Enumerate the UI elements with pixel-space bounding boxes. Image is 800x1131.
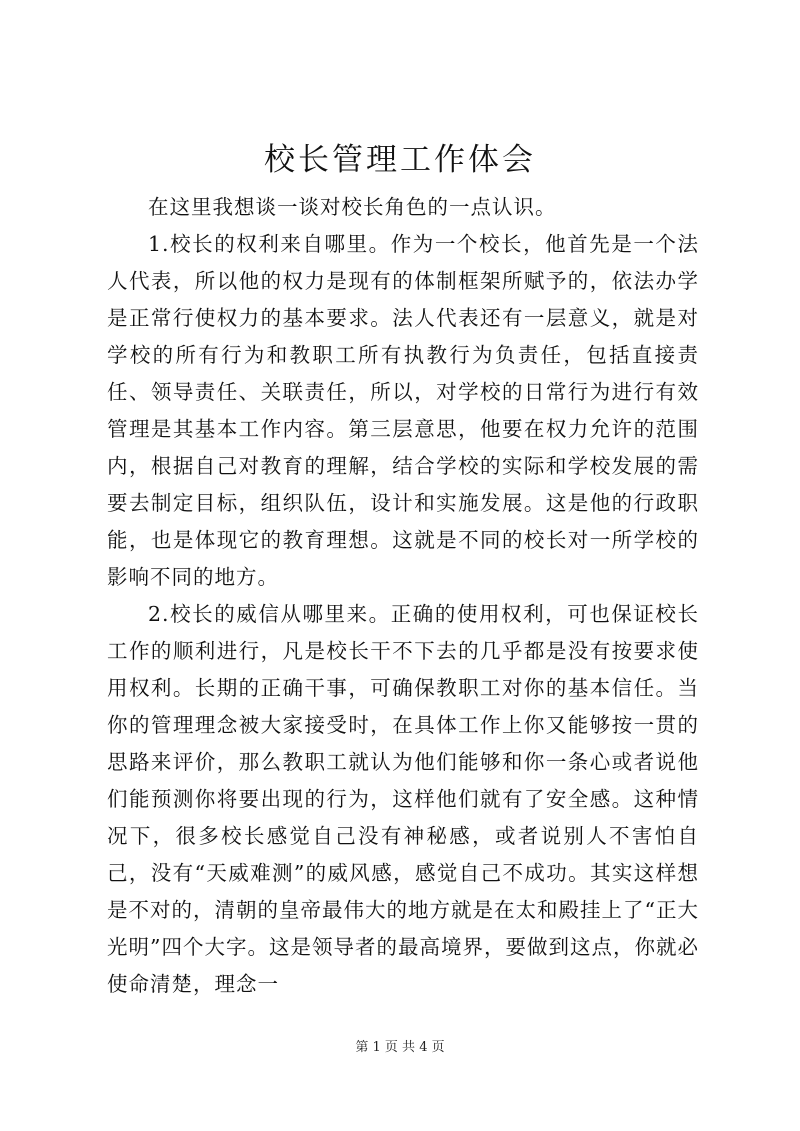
page-number-footer: 第 1 页 共 4 页: [355, 1040, 445, 1055]
paragraph-1: 1.校长的权利来自哪里。作为一个校长，他首先是一个法人代表，所以他的权力是现有的体制框架所赋予的，依法办学是正常行使权力的基本要求。法人代表还有一层意义，就是对学校的所有行为和教职工所有执教行为负责任，包括直接责任、领导责任、关联责任，所以，对学校的日常行为进行有效管理是其基本工作内容。第三层意思，他要在权力允许的范围内，根据自己对教育的理解，结合学校的实际和学校发展的需要去制定目标，组织队伍，设计和实施发展。这是他的行政职能，也是体现它的教育理想。这就是不同的校长对一所学校的影响不同的地方。: [107, 232, 699, 589]
paragraph-2: 2.校长的威信从哪里来。正确的使用权利，可也保证校长工作的顺利进行，凡是校长干不下去的几乎都是没有按要求使用权利。长期的正确干事，可确保教职工对你的基本信任。当你的管理理念被大家接受时，在具体工作上你又能够按一贯的思路来评价，那么教职工就认为他们能够和你一条心或者说他们能预测你将要出现的行为，这样他们就有了安全感。这种情况下，很多校长感觉自己没有神秘感，或者说别人不害怕自己，没有“天威难测”的威风感，感觉自己不成功。其实这样想是不对的，清朝的皇帝最伟大的地方就是在太和殿挂上了“正大光明”四个大字。这是领导者的最高境界，要做到这点，你就必使命清楚，理念一: [107, 602, 699, 996]
document-body: [107, 189, 699, 1003]
paragraph-intro: 在这里我想谈一谈对校长角色的一点认识。: [148, 195, 557, 219]
document-title: 校长管理工作体会: [264, 142, 536, 178]
